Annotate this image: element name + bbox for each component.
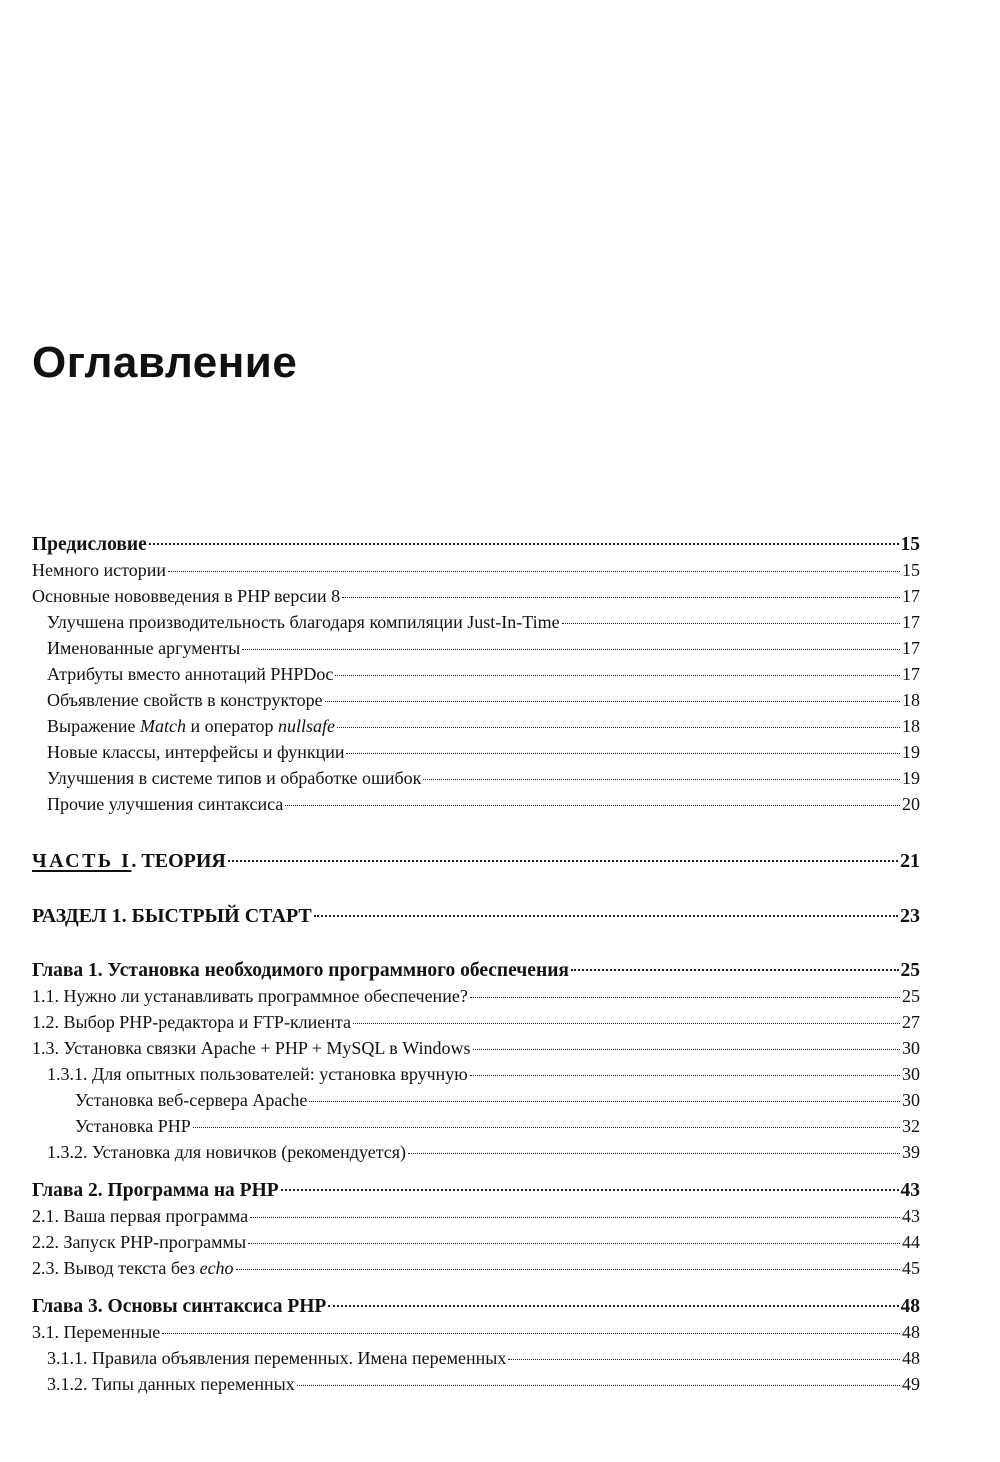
dot-leader: [250, 1217, 900, 1218]
toc-page-number: 15: [900, 534, 920, 555]
toc-entry-label: Предисловие: [32, 534, 147, 555]
dot-leader: [314, 915, 898, 917]
toc-page-number: 15: [902, 560, 920, 580]
toc-entry-ch1-1[interactable]: [32, 986, 920, 1012]
toc-entry-ch3[interactable]: [32, 1296, 920, 1322]
dot-leader: [335, 675, 900, 676]
dot-leader: [337, 727, 900, 728]
toc-entry-label: Немного истории: [32, 560, 166, 580]
toc-page-number: 39: [902, 1142, 920, 1162]
label-text: Выражение: [47, 716, 141, 736]
label-text: 2.3. Вывод текста без: [32, 1258, 200, 1278]
toc-entry-named-args[interactable]: [32, 638, 920, 664]
toc-entry-label: 3.1.2. Типы данных переменных: [47, 1374, 295, 1394]
toc-entry-types[interactable]: [32, 768, 920, 794]
dot-leader: [470, 1075, 900, 1076]
toc-entry-label: 1.2. Выбор PHP-редактора и FTP-клиента: [32, 1012, 351, 1032]
toc-page-number: 48: [900, 1296, 920, 1317]
dot-leader: [473, 1049, 901, 1050]
toc-page-number: 45: [902, 1258, 920, 1278]
toc-entry-label: 1.3.2. Установка для новичков (рекомендуется): [47, 1142, 407, 1162]
part-number: ЧАСТЬ I: [32, 850, 132, 872]
toc-entry-ch1-3[interactable]: [32, 1038, 920, 1064]
toc-entry-section1[interactable]: [32, 905, 920, 933]
spacer: [32, 1168, 920, 1180]
toc-page-number: 30: [902, 1038, 920, 1058]
dot-leader: [328, 1305, 898, 1307]
toc-page-number: 19: [902, 742, 920, 762]
dot-leader: [470, 997, 900, 998]
spacer: [32, 933, 920, 960]
toc-page-number: 48: [902, 1348, 920, 1368]
toc-entry-label: Новые классы, интерфейсы и функции: [47, 742, 345, 762]
toc-entry-label: 2.2. Запуск PHP-программы: [32, 1232, 247, 1252]
toc-entry-attributes[interactable]: [32, 664, 920, 690]
label-italic-match: Match: [140, 716, 187, 736]
dot-leader: [309, 1101, 900, 1102]
toc-page-number: 21: [900, 850, 920, 872]
dot-leader: [408, 1153, 900, 1154]
toc-entry-ch2[interactable]: [32, 1180, 920, 1206]
toc-entry-apache[interactable]: [32, 1090, 920, 1116]
label-italic-echo: echo: [199, 1258, 234, 1278]
toc-page-number: 30: [902, 1090, 920, 1110]
toc-entry-new-classes[interactable]: [32, 742, 920, 768]
part-name: . ТЕОРИЯ: [131, 850, 226, 872]
label-text: и оператор: [186, 716, 278, 736]
toc-entry-ch1-3-1[interactable]: [32, 1064, 920, 1090]
toc-entry-part1[interactable]: [32, 850, 920, 878]
table-of-contents: [32, 534, 920, 1400]
spacer: [32, 1284, 920, 1296]
toc-entry-syntax[interactable]: [32, 794, 920, 820]
toc-page-number: 23: [900, 905, 920, 927]
toc-entry-ch2-1[interactable]: [32, 1206, 920, 1232]
dot-leader: [342, 597, 900, 598]
toc-entry-label: Улучшения в системе типов и обработке ошибок: [47, 768, 422, 788]
toc-page-number: 20: [902, 794, 920, 814]
toc-entry-label: 2.1. Ваша первая программа: [32, 1206, 249, 1226]
toc-page-number: 19: [902, 768, 920, 788]
dot-leader: [285, 805, 900, 806]
page-title: Оглавление: [32, 338, 298, 387]
toc-page-number: 18: [902, 716, 920, 736]
spacer: [32, 878, 920, 905]
toc-page-number: 49: [902, 1374, 920, 1394]
toc-entry-ch2-3[interactable]: [32, 1258, 920, 1284]
toc-entry-label: 3.1.1. Правила объявления переменных. Имена переменных: [47, 1348, 507, 1368]
toc-entry-label: Установка PHP: [75, 1116, 191, 1136]
toc-entry-match[interactable]: [32, 716, 920, 742]
toc-entry-label: [32, 1258, 234, 1279]
toc-entry-jit[interactable]: [32, 612, 920, 638]
spacer: [32, 820, 920, 850]
toc-page-number: 18: [902, 690, 920, 710]
dot-leader: [423, 779, 900, 780]
toc-entry-ch3-1-1[interactable]: [32, 1348, 920, 1374]
toc-page-number: 43: [902, 1206, 920, 1226]
toc-entry-label: Основные нововведения в PHP версии 8: [32, 586, 341, 606]
dot-leader: [508, 1359, 900, 1360]
toc-entry-preface[interactable]: [32, 534, 920, 560]
dot-leader: [281, 1189, 899, 1191]
dot-leader: [242, 649, 900, 650]
dot-leader: [571, 969, 899, 971]
dot-leader: [248, 1243, 900, 1244]
toc-entry-ch2-2[interactable]: [32, 1232, 920, 1258]
toc-page-number: 17: [902, 638, 920, 658]
dot-leader: [162, 1333, 900, 1334]
dot-leader: [325, 701, 900, 702]
toc-entry-label: [47, 716, 335, 737]
toc-page-number: 43: [900, 1180, 920, 1201]
toc-entry-label: Глава 1. Установка необходимого программного обеспечения: [32, 960, 569, 981]
toc-entry-php8[interactable]: [32, 586, 920, 612]
toc-entry-label: [32, 850, 226, 873]
toc-entry-label: 1.3. Установка связки Apache + PHP + MySQL в Windows: [32, 1038, 471, 1058]
toc-page-number: 48: [902, 1322, 920, 1342]
toc-entry-ch1-3-2[interactable]: [32, 1142, 920, 1168]
dot-leader: [236, 1269, 900, 1270]
toc-entry-label: Улучшена производительность благодаря компиляции Just-In-Time: [47, 612, 560, 632]
toc-entry-label: Атрибуты вместо аннотаций PHPDoc: [47, 664, 334, 684]
toc-entry-php-install[interactable]: [32, 1116, 920, 1142]
toc-page-number: 17: [902, 586, 920, 606]
toc-entry-label: Прочие улучшения синтаксиса: [47, 794, 284, 814]
toc-entry-label: Установка веб-сервера Apache: [75, 1090, 308, 1110]
dot-leader: [193, 1127, 900, 1128]
label-italic-nullsafe: nullsafe: [277, 716, 335, 736]
toc-entry-label: 1.1. Нужно ли устанавливать программное обеспечение?: [32, 986, 468, 1006]
toc-entry-label: 3.1. Переменные: [32, 1322, 161, 1342]
dot-leader: [346, 753, 900, 754]
toc-entry-ch3-1-2[interactable]: [32, 1374, 920, 1400]
dot-leader: [353, 1023, 900, 1024]
toc-entry-ch1[interactable]: [32, 960, 920, 986]
toc-entry-label: Глава 3. Основы синтаксиса PHP: [32, 1296, 327, 1317]
toc-page-number: 32: [902, 1116, 920, 1136]
toc-page-number: 27: [902, 1012, 920, 1032]
dot-leader: [228, 860, 898, 862]
toc-entry-history[interactable]: [32, 560, 920, 586]
dot-leader: [297, 1385, 900, 1386]
toc-page-number: 25: [900, 960, 920, 981]
dot-leader: [562, 623, 900, 624]
toc-page-number: 17: [902, 612, 920, 632]
toc-page-number: 30: [902, 1064, 920, 1084]
toc-entry-label: Именованные аргументы: [47, 638, 241, 658]
toc-page-number: 44: [902, 1232, 920, 1252]
toc-page-number: 25: [902, 986, 920, 1006]
toc-entry-ch3-1[interactable]: [32, 1322, 920, 1348]
dot-leader: [168, 571, 900, 572]
toc-page-number: 17: [902, 664, 920, 684]
toc-entry-label: Глава 2. Программа на PHP: [32, 1180, 279, 1201]
dot-leader: [149, 543, 899, 545]
toc-entry-ch1-2[interactable]: [32, 1012, 920, 1038]
toc-entry-label: 1.3.1. Для опытных пользователей: установка вручную: [47, 1064, 468, 1084]
toc-entry-label: Объявление свойств в конструкторе: [47, 690, 323, 710]
toc-entry-label: РАЗДЕЛ 1. БЫСТРЫЙ СТАРТ: [32, 905, 312, 927]
toc-entry-ctor-props[interactable]: [32, 690, 920, 716]
